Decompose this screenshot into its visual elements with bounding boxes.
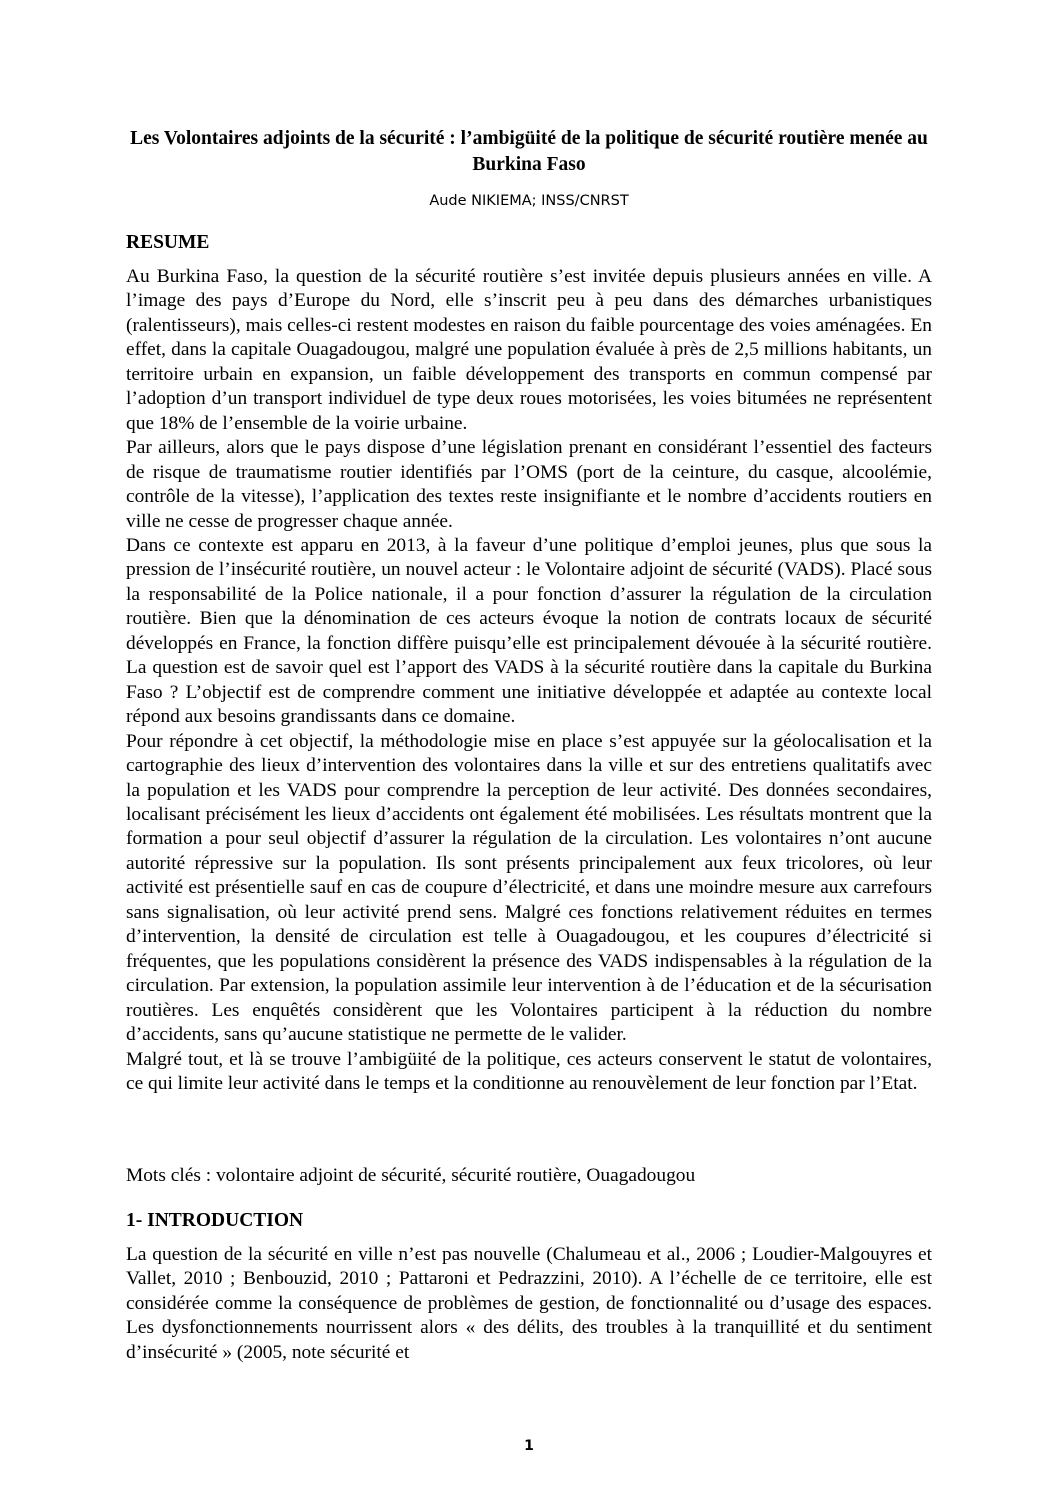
keywords: Mots clés : volontaire adjoint de sécurité, sécurité routière, Ouagadougou	[126, 1165, 696, 1186]
paper-title: Les Volontaires adjoints de la sécurité : l’ambigüité de la politique de sécurité routière menée au Burkina Faso	[130, 128, 928, 175]
resume-heading: RESUME	[126, 232, 210, 253]
page-number: 1	[524, 1438, 534, 1454]
abstract	[126, 265, 932, 1096]
abstract-paragraph: Malgré tout, et là se trouve l’ambigüité de la politique, ces acteurs conservent le statut de volontaires, ce qui limite leur activité dans le temps et la conditionne au renouvèlement de leur fonction par l’Etat.	[126, 1048, 932, 1094]
introduction-text	[126, 1243, 932, 1365]
introduction-paragraph: La question de la sécurité en ville n’est pas nouvelle (Chalumeau et al., 2006 ; Loudier-Malgouyres et Vallet, 2010 ; Benbouzid, 2010 ; Pattaroni et Pedrazzini, 2010). A l’échelle de ce territoire, elle est considérée comme la conséquence de problèmes de gestion, de fonctionnalité ou d’usage des espaces. Les dysfonctionnements nourrissent alors « des délits, des troubles à la tranquillité et du sentiment d’insécurité » (2005, note sécurité et	[126, 1244, 932, 1363]
author-affiliation: Aude NIKIEMA; INSS/CNRST	[429, 193, 629, 209]
abstract-paragraph: Par ailleurs, alors que le pays dispose d’une législation prenant en considérant l’essentiel des facteurs de risque de traumatisme routier identifiés par l’OMS (port de la ceinture, du casque, alcoolémie, contrôle de la vitesse), l’application des textes reste insignifiante et le nombre d’accidents routiers en ville ne cesse de progresser chaque année.	[126, 437, 932, 532]
introduction-heading: 1- INTRODUCTION	[126, 1210, 304, 1231]
abstract-paragraph: Pour répondre à cet objectif, la méthodologie mise en place s’est appuyée sur la géolocalisation et la cartographie des lieux d’intervention des volontaires dans la ville et sur des entretiens qualitatifs avec la population et les VADS pour comprendre la perception de leur activité. Des données secondaires, localisant précisément les lieux d’accidents ont également été mobilisées. Les résultats montrent que la formation a pour seul objectif d’assurer la régulation de la circulation. Les volontaires n’ont aucune autorité répressive sur la population. Ils sont présents principalement aux feux tricolores, où leur activité est présentielle sauf en cas de coupure d’électricité, et dans une moindre mesure aux carrefours sans signalisation, où leur activité prend sens. Malgré ces fonctions relativement réduites en termes d’intervention, la densité de circulation est telle à Ouagadougou, et les coupures d’électricité si fréquentes, que les populations considèrent la présence des VADS indispensables à la régulation de la circulation. Par extension, la population assimile leur intervention à de l’éducation et de la sécurisation routières. Les enquêtés considèrent que les Volontaires participent à la réduction du nombre d’accidents, sans qu’aucune statistique ne permette de le valider.	[126, 730, 932, 1046]
abstract-paragraph: Au Burkina Faso, la question de la sécurité routière s’est invitée depuis plusieurs années en ville. A l’image des pays d’Europe du Nord, elle s’inscrit peu à peu dans des démarches urbanistiques (ralentisseurs), mais celles-ci restent modestes en raison du faible pourcentage des voies aménagées. En effet, dans la capitale Ouagadougou, malgré une population évaluée à près de 2,5 millions habitants, un territoire urbain en expansion, un faible développement des transports en commun compensé par l’adoption d’un transport individuel de type deux roues motorisées, les voies bitumées ne représentent que 18% de l’ensemble de la voirie urbaine.	[126, 266, 932, 434]
abstract-paragraph: Dans ce contexte est apparu en 2013, à la faveur d’une politique d’emploi jeunes, plus que sous la pression de l’insécurité routière, un nouvel acteur : le Volontaire adjoint de sécurité (VADS). Placé sous la responsabilité de la Police nationale, il a pour fonction d’assurer la régulation de la circulation routière. Bien que la dénomination de ces acteurs évoque la notion de contrats locaux de sécurité développés en France, la fonction diffère puisqu’elle est principalement dévouée à la sécurité routière. La question est de savoir quel est l’apport des VADS à la sécurité routière dans la capitale du Burkina Faso ? L’objectif est de comprendre comment une initiative développée et adaptée au contexte local répond aux besoins grandissants dans ce domaine.	[126, 534, 932, 728]
